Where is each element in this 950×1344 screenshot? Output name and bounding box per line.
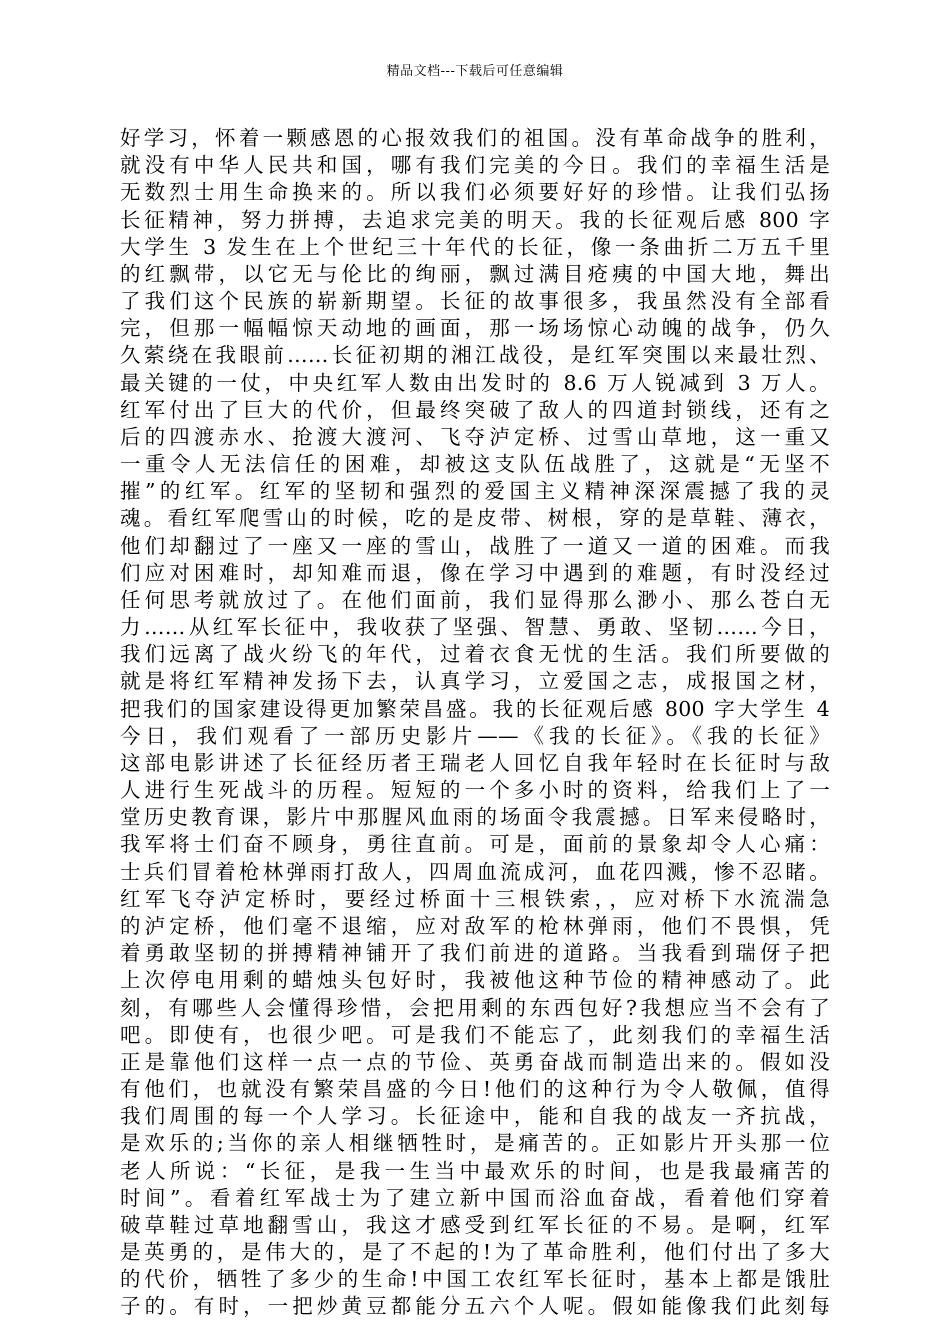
text-line: 了我们这个民族的崭新期望。长征的故事很多，我虽然没有全部看	[120, 289, 830, 314]
text-line: 摧”的红军。红军的坚韧和强烈的爱国主义精神深深震撼了我的灵	[120, 479, 830, 504]
text-line: 无数烈士用生命换来的。所以我们必须要好好的珍惜。让我们弘扬	[120, 180, 830, 205]
text-line: 的红飘带，以它无与伦比的绚丽，飘过满目疮痍的中国大地，舞出	[120, 261, 830, 286]
page-header: 精品文档---下载后可任意编辑	[386, 64, 564, 79]
text-line: 就没有中华人民共和国，哪有我们完美的今日。我们的幸福生活是	[120, 153, 830, 178]
text-line: 是欢乐的;当你的亲人相继牺牲时，是痛苦的。正如影片开头那一位	[120, 1131, 830, 1156]
body-text	[120, 125, 830, 1321]
text-line: 老人所说：“长征，是我一生当中最欢乐的时间，也是我最痛苦的	[120, 1158, 830, 1183]
text-line: 时间”。看着红军战士为了建立新中国而浴血奋战，看着他们穿着	[120, 1185, 830, 1210]
text-line: 着勇敢坚韧的拼搏精神铺开了我们前进的道路。当我看到瑞伢子把	[120, 941, 830, 966]
text-line: 大学生 3 发生在上个世纪三十年代的长征，像一条曲折二万五千里	[120, 234, 830, 259]
text-line: 长征精神，努力拼搏，去追求完美的明天。我的长征观后感 800 字	[120, 207, 830, 232]
text-line: 的代价，牺牲了多少的生命!中国工农红军长征时，基本上都是饿肚	[120, 1267, 830, 1292]
text-line: 久萦绕在我眼前……长征初期的湘江战役，是红军突围以来最壮烈、	[120, 343, 830, 368]
text-line: 就是将红军精神发扬下去，认真学习，立爱国之志，成报国之材，	[120, 669, 830, 694]
text-line: 是英勇的，是伟大的，是了不起的!为了革命胜利，他们付出了多大	[120, 1240, 830, 1265]
text-line: 红军付出了巨大的代价，但最终突破了敌人的四道封锁线，还有之	[120, 397, 830, 422]
text-line: 红军飞夺泸定桥时，要经过桥面十三根铁索，，应对桥下水流湍急	[120, 886, 830, 911]
text-line: 的泸定桥，他们毫不退缩，应对敌军的枪林弹雨，他们不畏惧，凭	[120, 913, 830, 938]
text-line: 有他们，也就没有繁荣昌盛的今日!他们的这种行为令人敬佩，值得	[120, 1077, 830, 1102]
text-line: 我们周围的每一个人学习。长征途中，能和自我的战友一齐抗战，	[120, 1104, 830, 1129]
text-line: 把我们的国家建设得更加繁荣昌盛。我的长征观后感 800 字大学生 4	[120, 696, 830, 721]
text-line: 正是靠他们这样一点一点的节俭、英勇奋战而制造出来的。假如没	[120, 1049, 830, 1074]
text-line: 力……从红军长征中，我收获了坚强、智慧、勇敢、坚韧……今日，	[120, 615, 830, 640]
text-line: 上次停电用剩的蜡烛头包好时，我被他这种节俭的精神感动了。此	[120, 968, 830, 993]
text-line: 我们远离了战火纷飞的年代，过着衣食无忧的生活。我们所要做的	[120, 642, 830, 667]
text-line: 好学习，怀着一颗感恩的心报效我们的祖国。没有革命战争的胜利，	[120, 126, 830, 150]
text-line: 一重令人无法信任的困难，却被这支队伍战胜了，这就是“无坚不	[120, 452, 830, 477]
text-line: 我军将士们奋不顾身，勇往直前。可是，面前的景象却令人心痛：	[120, 832, 830, 857]
text-line: 堂历史教育课，影片中那腥风血雨的场面令我震撼。日军来侵略时，	[120, 805, 830, 830]
text-line: 任何思考就放过了。在他们面前，我们显得那么渺小、那么苍白无	[120, 587, 830, 612]
text-line: 他们却翻过了一座又一座的雪山，战胜了一道又一道的困难。而我	[120, 533, 830, 558]
text-line: 这部电影讲述了长征经历者王瑞老人回忆自我年轻时在长征时与敌	[120, 750, 830, 775]
text-line: 们应对困难时，却知难而退，像在学习中遇到的难题，有时没经过	[120, 560, 830, 585]
text-line: 人进行生死战斗的历程。短短的一个多小时的资料，给我们上了一	[120, 778, 830, 803]
text-line: 完，但那一幅幅惊天动地的画面，那一场场惊心动魄的战争，仍久	[120, 316, 830, 341]
text-line: 吧。即使有，也很少吧。可是我们不能忘了，此刻我们的幸福生活	[120, 1022, 830, 1047]
text-line: 魂。看红军爬雪山的时候，吃的是皮带、树根，穿的是草鞋、薄衣，	[120, 506, 830, 531]
text-line: 破草鞋过草地翻雪山，我这才感受到红军长征的不易。是啊，红军	[120, 1212, 830, 1237]
text-line: 士兵们冒着枪林弹雨打敌人，四周血流成河，血花四溅，惨不忍睹。	[120, 859, 830, 884]
text-line: 刻，有哪些人会懂得珍惜，会把用剩的东西包好?我想应当不会有了	[120, 995, 830, 1020]
text-line: 后的四渡赤水、抢渡大渡河、飞夺泸定桥、过雪山草地，这一重又	[120, 424, 830, 449]
text-line: 今日，我们观看了一部历史影片——《我的长征》。《我的长征》	[120, 723, 830, 748]
text-line: 子的。有时，一把炒黄豆都能分五六个人呢。假如能像我们此刻每	[120, 1294, 830, 1319]
text-line: 最关键的一仗，中央红军人数由出发时的 8.6 万人锐减到 3 万人。	[120, 370, 830, 395]
